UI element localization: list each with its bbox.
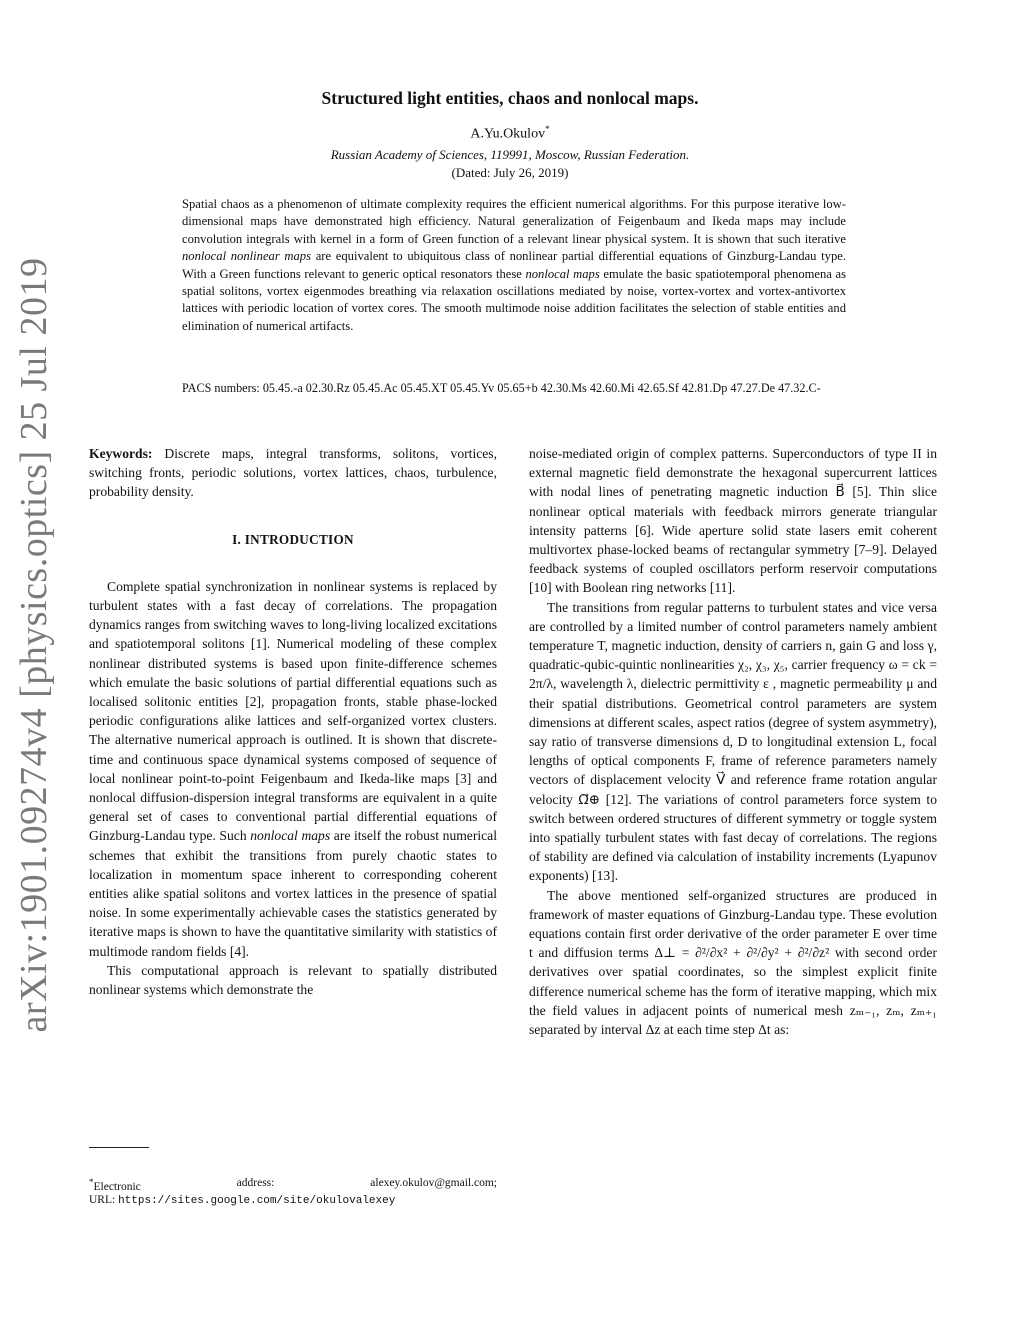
abstract-text-1: Spatial chaos as a phenomenon of ultimate complexity requires the efficient numerical algorithms. For this purpose iterative low-dimensional maps have demonstrated high efficiency. Natural generalization of Feigenbaum and Ikeda maps may include convolution integrals with kernel in a form of Green function of a relevant linear physical system. It is shown that such iterative [182, 197, 846, 246]
intro-p1-text-a: Complete spatial synchronization in nonlinear systems is replaced by turbulent states with a fast decay of correlations. The propagation dynamics ranges from switching waves to long-living localized excitations and spatiotemporal solitons [1]. Numerical modeling of these complex nonlinear distributed systems is based upon finite-difference schemes which emulate the basic solutions of partial differential equations such as localised solitonic entities [2], propagation fronts, stable phase-locked periodic configurations alike lattices and self-organized vortex clusters. The alternative numerical approach is outlined. It is shown that discrete-time and continuous space dynamical systems composed of sequence of local nonlinear point-to-point Feigenbaum and Ikeda-like maps [3] and nonlocal diffusion-dispersion integral transforms are equivalent in a quite general set of cases to conventional partial differential equations of Ginzburg-Landau type. Such [89, 578, 497, 844]
keywords [89, 444, 497, 502]
author-name: A.Yu.Okulov [470, 126, 546, 142]
arxiv-id-text: arXiv:1901.09274v4 [physics.optics] 25 Jul 2019 [13, 257, 55, 1033]
left-column [89, 444, 497, 999]
right-column [529, 444, 937, 1039]
keywords-text: Discrete maps, integral transforms, solitons, vortices, switching fronts, periodic solutions, vortex lattices, chaos, turbulence, probability density. [89, 446, 497, 500]
abstract-emph-1: nonlocal nonlinear maps [182, 249, 312, 264]
author-line [0, 124, 1020, 143]
footnote-url-label: URL: [89, 1194, 119, 1206]
author-footnote-mark: * [545, 124, 550, 134]
right-paragraph-1: noise-mediated origin of complex patterns. Superconductors of type II in external magnetic field demonstrate the hexagonal supercurrent lattices with nodal lines of penetrating magnetic induction B⃗ [5]. Thin slice nonlinear optical materials with feedback mirrors generate triangular intensity patterns [6]. Wide aperture solid state lasers emit coherent multivortex phase-locked beams of rectangular symmetry [7–9]. Delayed feedback systems of coupled oscillators perform reservoir computations [10] with Boolean ring networks [11]. [529, 446, 937, 596]
abstract-emph-2: nonlocal maps [525, 266, 600, 281]
abstract [182, 196, 846, 335]
abstract-text-3: emulate the basic spatiotemporal phenomena as spatial solitons, vortex eigenmodes breathing via relaxation oscillations mediated by noise, vortex-vortex and vortex-antivortex lattices with periodic location of vortex cores. The smooth multimode noise addition facilitates the selection of stable entities and elimination of numerical artifacts. [182, 266, 846, 333]
right-paragraph-3: The above mentioned self-organized structures are produced in framework of master equations of Ginzburg-Landau type. These evolution equations contain first order derivative of the order parameter E over time t and diffusion terms Δ⊥ = ∂²/∂x² + ∂²/∂y² + ∂²/∂z² with second order derivatives over spatial coordinates, so the simplest explicit finite difference numerical scheme has the form of iterative mapping, which mix the field values in adjacent points of numerical mesh zₘ₋₁, zₘ, zₘ₊₁ separated by interval Δz at each time step Δt as: [529, 887, 937, 1038]
section-heading-introduction: I. INTRODUCTION [232, 531, 354, 547]
abstract-text-2: are equivalent to ubiquitous class of nonlinear partial differential equations of Ginzburg-Landau type. With a Green functions relevant to generic optical resonators these [182, 249, 846, 281]
footnote-mark: * [89, 1177, 94, 1187]
intro-paragraph-1 [89, 577, 497, 961]
footnote-url-link[interactable]: https://sites.google.com/site/okulovalexey [118, 1195, 396, 1207]
intro-paragraph-2: This computational approach is relevant to spatially distributed nonlinear systems which demonstrate the [89, 962, 497, 998]
affiliation: Russian Academy of Sciences, 119991, Moscow, Russian Federation. [330, 147, 690, 162]
arxiv-side-label [13, 257, 55, 1033]
pacs-numbers: PACS numbers: 05.45.-a 02.30.Rz 05.45.Ac 05.45.XT 05.45.Yv 05.65+b 42.30.Ms 42.60.Mi 42.65.Sf 42.81.Dp 47.27.De 47.32.C- [182, 381, 821, 395]
footnote-email-line [89, 1177, 497, 1193]
intro-p1-text-b: are itself the robust numerical schemes that exhibit the transitions from purely chaotic states to localization in momentum space inherent to corresponding coherent entities alike spatial solitons and vortex lattices in the presence of spatial noise. In some experimentally achievable cases the statistics generated by iterative maps is shown to have the quantitative similarity with statistics of multimode random fields [4]. [89, 828, 497, 959]
intro-p1-emph: nonlocal maps [250, 828, 331, 844]
footnote-rule [89, 1147, 149, 1148]
footnote-label-text: Electronic [93, 1180, 141, 1193]
keywords-label: Keywords: [89, 446, 153, 461]
paper-title: Structured light entities, chaos and nonlocal maps. [321, 88, 699, 108]
right-paragraph-2: The transitions from regular patterns to turbulent states and vice versa are controlled by a limited number of control parameters namely ambient temperature T, magnetic induction, density of carriers n, gain G and loss γ, quadratic-qubic-quintic nonlinearities χ₂, χ₃, χ₅, carrier frequency ω = ck = 2π/λ, wavelength λ, dielectric permittivity ε , magnetic permeability μ and their spatial distributions. Geometrical control parameters are system dimensions at different scales, aspect ratios (degree of system asymmetry), say ratio of transverse dimensions d, D to longitudinal extension L, focal lengths of optical components F, frame of reference parameters namely vectors of displacement velocity V⃗ and reference frame rotation angular velocity Ω⃗⊕ [12]. The variations of control parameters force system to switch between ordered structures of different symmetry or toggle system into spatially turbulent states with fast decay of correlations. The regions of stability are defined via calculation of instability increments (Lyapunov exponents) [13]. [529, 599, 937, 884]
footnote-email[interactable]: alexey.okulov@gmail.com; [370, 1177, 497, 1189]
footnote-url-line [89, 1194, 497, 1207]
footnote-address-word: address: [236, 1177, 275, 1189]
footnote-label [89, 1177, 141, 1193]
date-line: (Dated: July 26, 2019) [451, 165, 569, 180]
